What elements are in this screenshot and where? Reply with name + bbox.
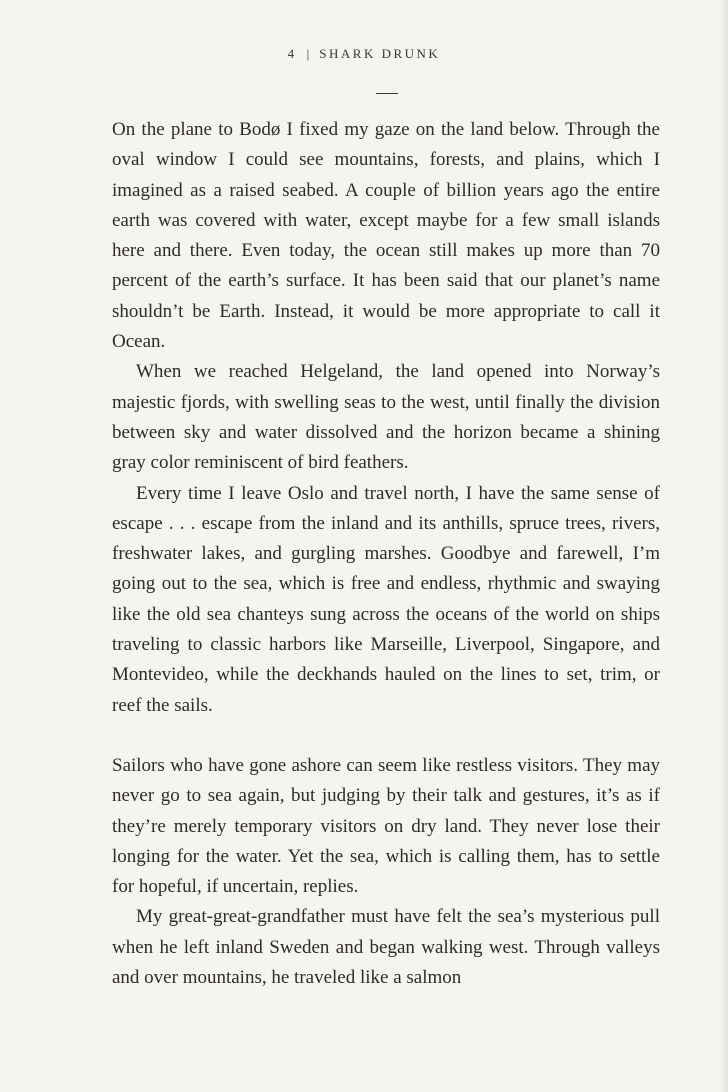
page-edge-shadow bbox=[720, 0, 728, 1092]
paragraph-3: Every time I leave Oslo and travel north, I have the same sense of escape . . . escape from the inland and its anthills, spruce trees, rivers, freshwater lakes, and gurgling marshes. Goodbye and farewell, I’m going out to the sea, which is free and endless, rhythmic and swaying like the old sea chanteys sung across the oceans of the world on ships traveling to classic harbors like Marseille, Liverpool, Singapore, and Montevideo, while the deckhands hauled on the lines to set, trim, or reef the sails. bbox=[112, 482, 660, 716]
paragraph-4: Sailors who have gone ashore can seem like restless visitors. They may never go to sea again, but judging by their talk and gestures, it’s as if they’re merely temporary visitors on dry land. They never lose their longing for the water. Yet the sea, which is calling them, has to settle for hopeful, if uncertain, replies. bbox=[112, 754, 660, 898]
paragraph-5: My great-great-grandfather must have felt the sea’s mysterious pull when he left inland Sweden and began walking west. Through valleys and over mountains, he traveled like a salmon bbox=[112, 906, 660, 989]
page-number: 4 bbox=[287, 46, 297, 61]
paragraph-1: On the plane to Bodø I fixed my gaze on the land below. Through the oval window I could see mountains, forests, and plains, which I imagined as a raised seabed. A couple of billion years ago the entire earth was covered with water, except maybe for a few small islands here and there. Even today, the ocean still makes up more than 70 percent of the earth’s surface. It has been said that our planet’s name shouldn’t be Earth. Instead, it would be more appropriate to call it Ocean. bbox=[112, 119, 660, 353]
running-head-separator: | bbox=[306, 46, 310, 61]
running-head bbox=[0, 46, 728, 62]
paragraph-2: When we reached Helgeland, the land opened into Norway’s majestic fjords, with swelling seas to the west, until finally the division between sky and water dissolved and the horizon became a shining gray color reminiscent of bird feathers. bbox=[112, 361, 660, 474]
section-ornament-rule bbox=[376, 93, 398, 94]
book-title: SHARK DRUNK bbox=[319, 46, 441, 61]
body-text bbox=[112, 115, 660, 993]
